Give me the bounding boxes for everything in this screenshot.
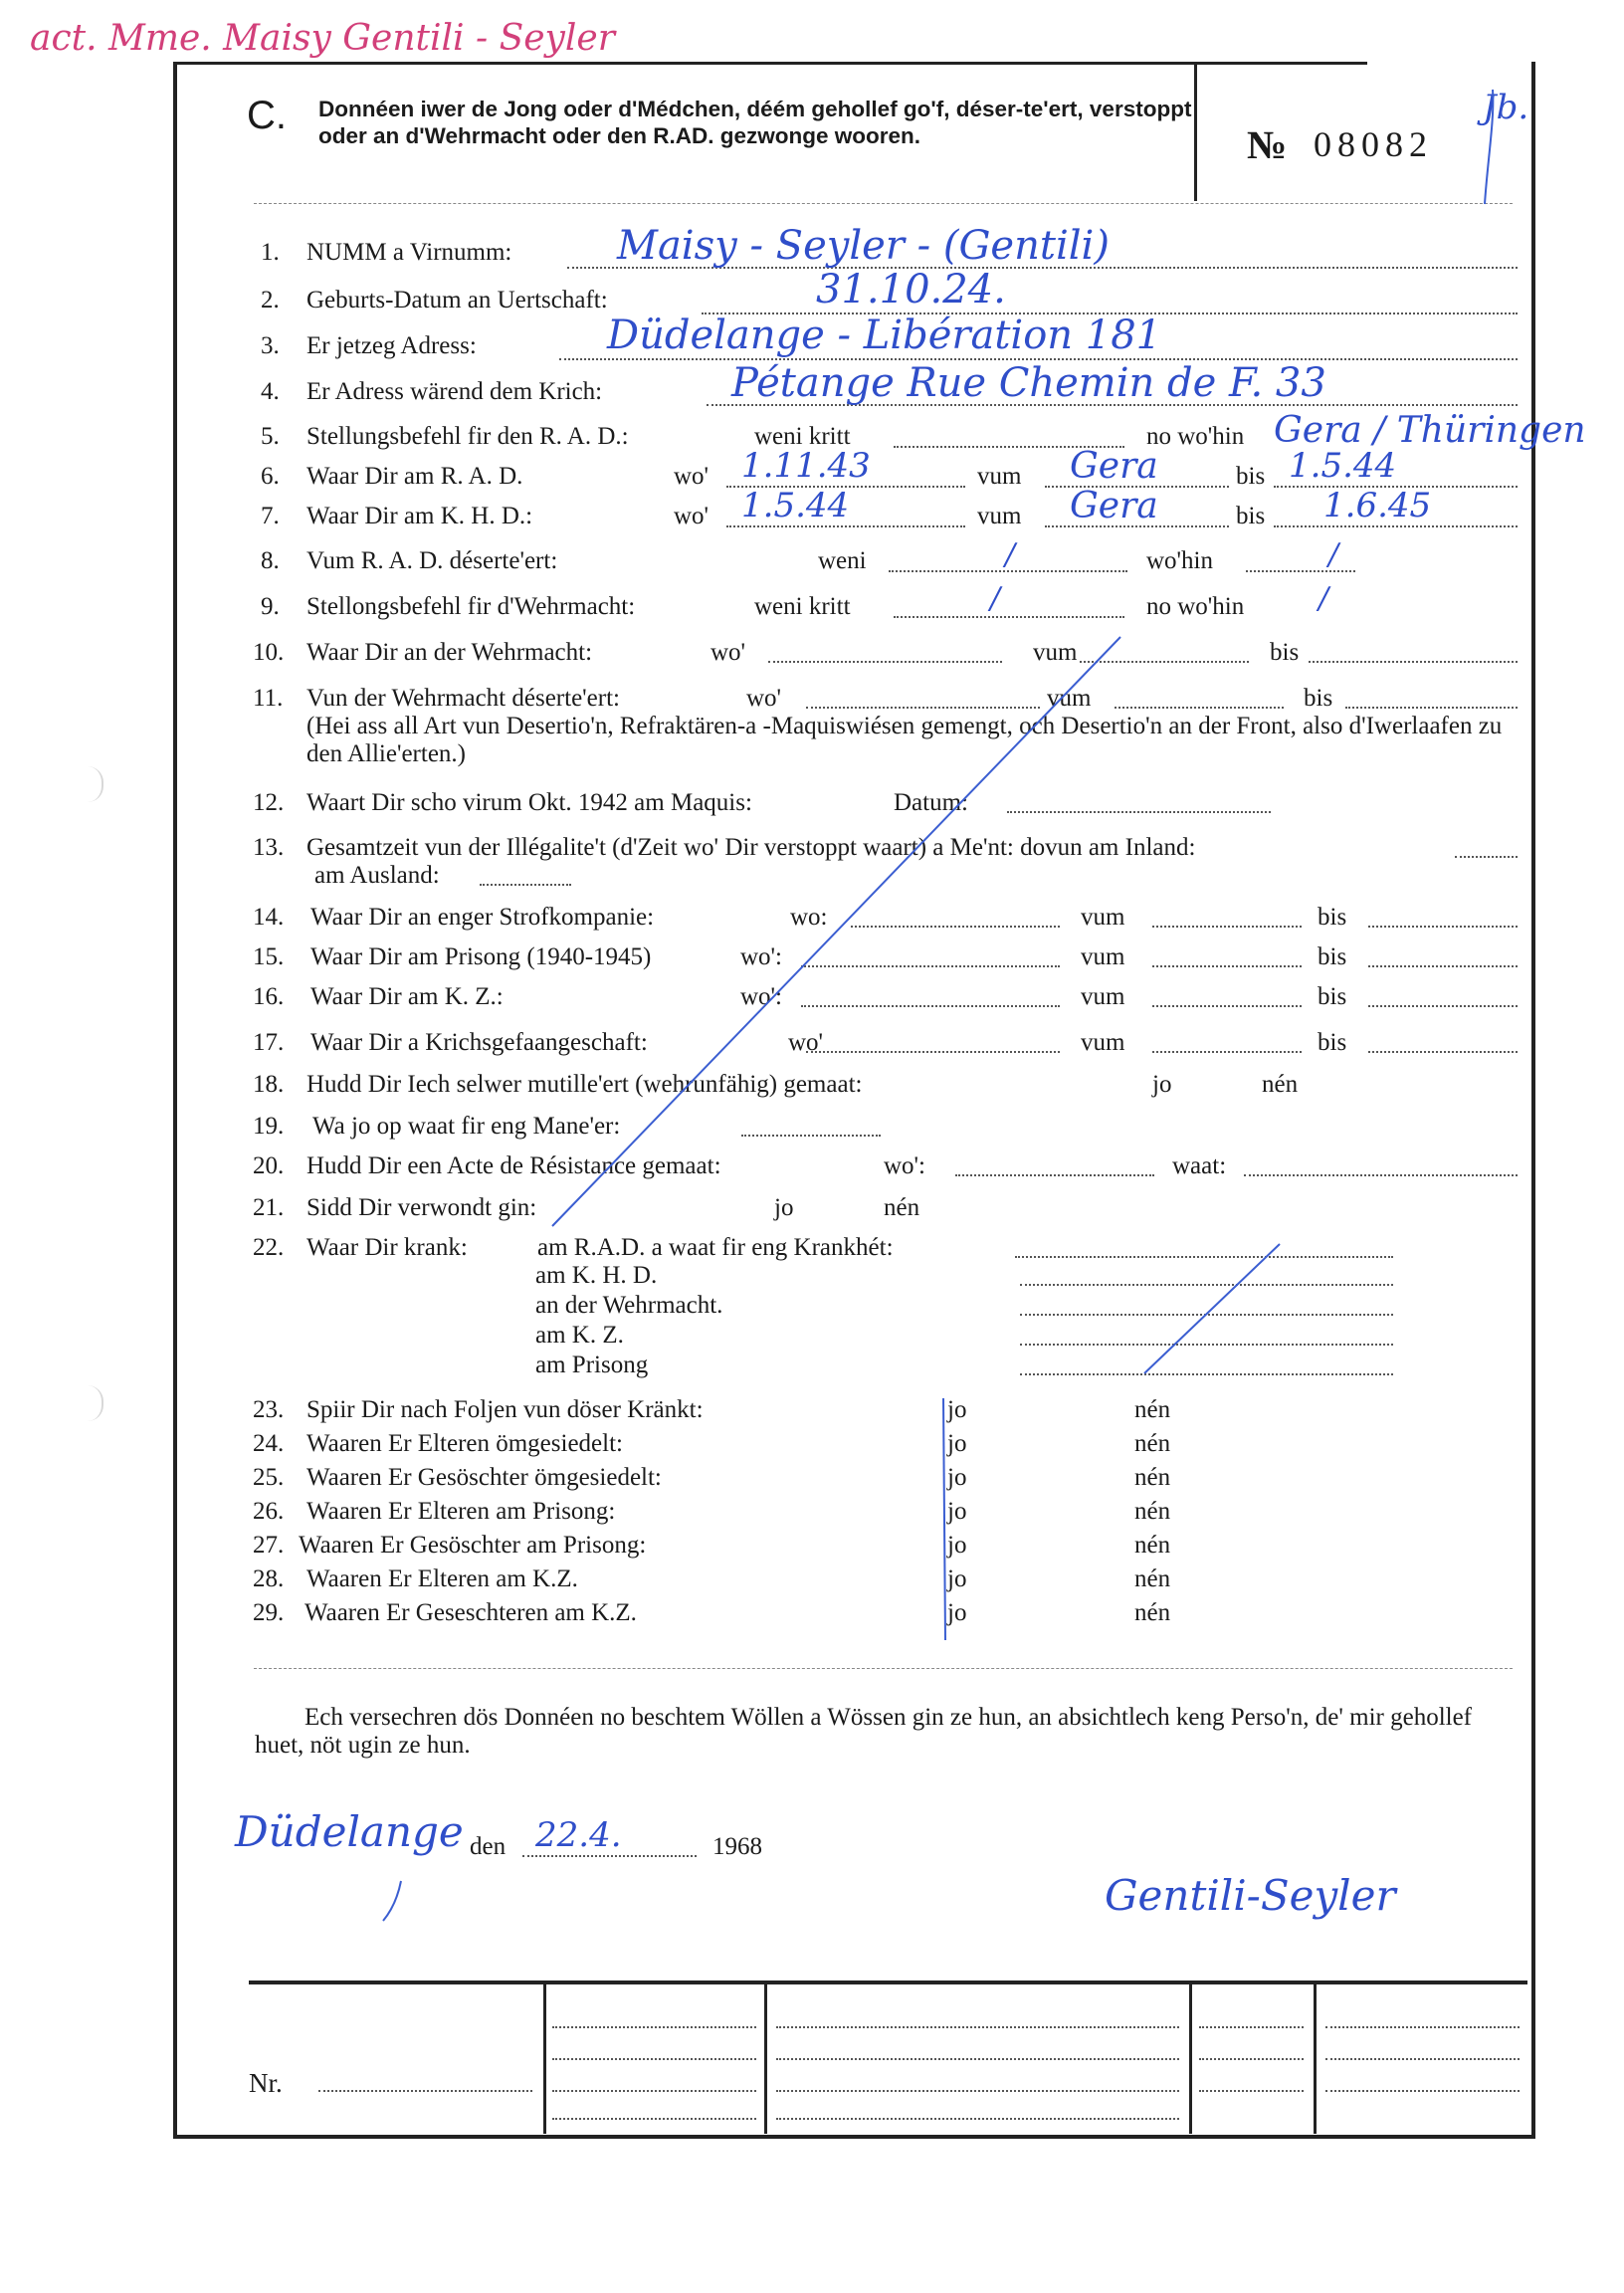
answer-rad-place: Gera xyxy=(1070,446,1158,487)
answer-rad-to: 1.5.44 xyxy=(1289,446,1397,486)
strike-through-line xyxy=(552,637,1120,1226)
nr-label: Nr. xyxy=(249,2068,283,2098)
answer-address: Düdelange - Libération 181 xyxy=(607,313,1162,358)
answer-khd-to: 1.6.45 xyxy=(1323,486,1432,525)
jo-vertical-line xyxy=(943,1398,945,1640)
number-mark-stroke xyxy=(1485,90,1493,204)
section-letter: C. xyxy=(247,94,287,137)
question-22-prisong: am Prisong xyxy=(535,1352,649,1378)
answer-birthdate: 31.10.24. xyxy=(816,267,1006,313)
answer-war-address: Pétange Rue Chemin de F. 33 xyxy=(731,360,1326,406)
den-label: den xyxy=(470,1833,507,1860)
answer-rad-desert-when: / xyxy=(1005,537,1016,572)
top-annotation: act. Mme. Maisy Gentili - Seyler xyxy=(30,18,615,59)
answer-rad-from: 1.11.43 xyxy=(741,446,871,486)
place-underline-stroke xyxy=(383,1881,401,1921)
question-13-abroad: am Ausland: xyxy=(314,862,440,889)
signature: Gentili-Seyler xyxy=(1105,1871,1396,1920)
question-22-wehrmacht: an der Wehrmacht. xyxy=(535,1292,723,1319)
answer-rad-destination: Gera / Thüringen xyxy=(1274,410,1586,451)
question-11-note: (Hei ass all Art vun Desertio'n, Refraktären-a -Maquiswiésen gemengt, och Desertio'n an der Front, also d'Iwerlaafen zu den Allie'erten.) xyxy=(306,713,1503,767)
document-number: 08082 xyxy=(1314,124,1433,164)
number-annotation: Jb. xyxy=(1483,88,1529,127)
answer-khd-place: Gera xyxy=(1070,486,1158,526)
question-22-khd: am K. H. D. xyxy=(535,1262,658,1289)
place-handwritten: Düdelange xyxy=(235,1807,464,1856)
answer-khd-from: 1.5.44 xyxy=(741,486,850,525)
question-22-kz: am K. Z. xyxy=(535,1322,624,1349)
year-label: 1968 xyxy=(712,1833,762,1860)
declaration-text: Ech versechren dös Donnéen no beschtem Wöllen a Wössen gin ze hun, an absichtlech keng Perso'n, de' mir gehollef huet, nöt ugin ze hun. xyxy=(255,1704,1473,1759)
strike-through-illness xyxy=(1144,1244,1280,1373)
date-handwritten: 22.4. xyxy=(535,1815,622,1855)
answer-wehrmacht-when: / xyxy=(990,581,1001,616)
answer-name: Maisy - Seyler - (Gentili) xyxy=(617,223,1110,269)
number-label: № xyxy=(1247,122,1288,167)
section-header: Donnéen iwer de Jong oder d'Médchen, déém gehollef go'f, déser-te'ert, verstoppt oder an d'Wehrmacht oder den R.AD. gezwonge wooren. xyxy=(318,97,1192,148)
answer-wehrmacht-where: / xyxy=(1319,581,1329,616)
answer-rad-desert-where: / xyxy=(1328,537,1339,572)
